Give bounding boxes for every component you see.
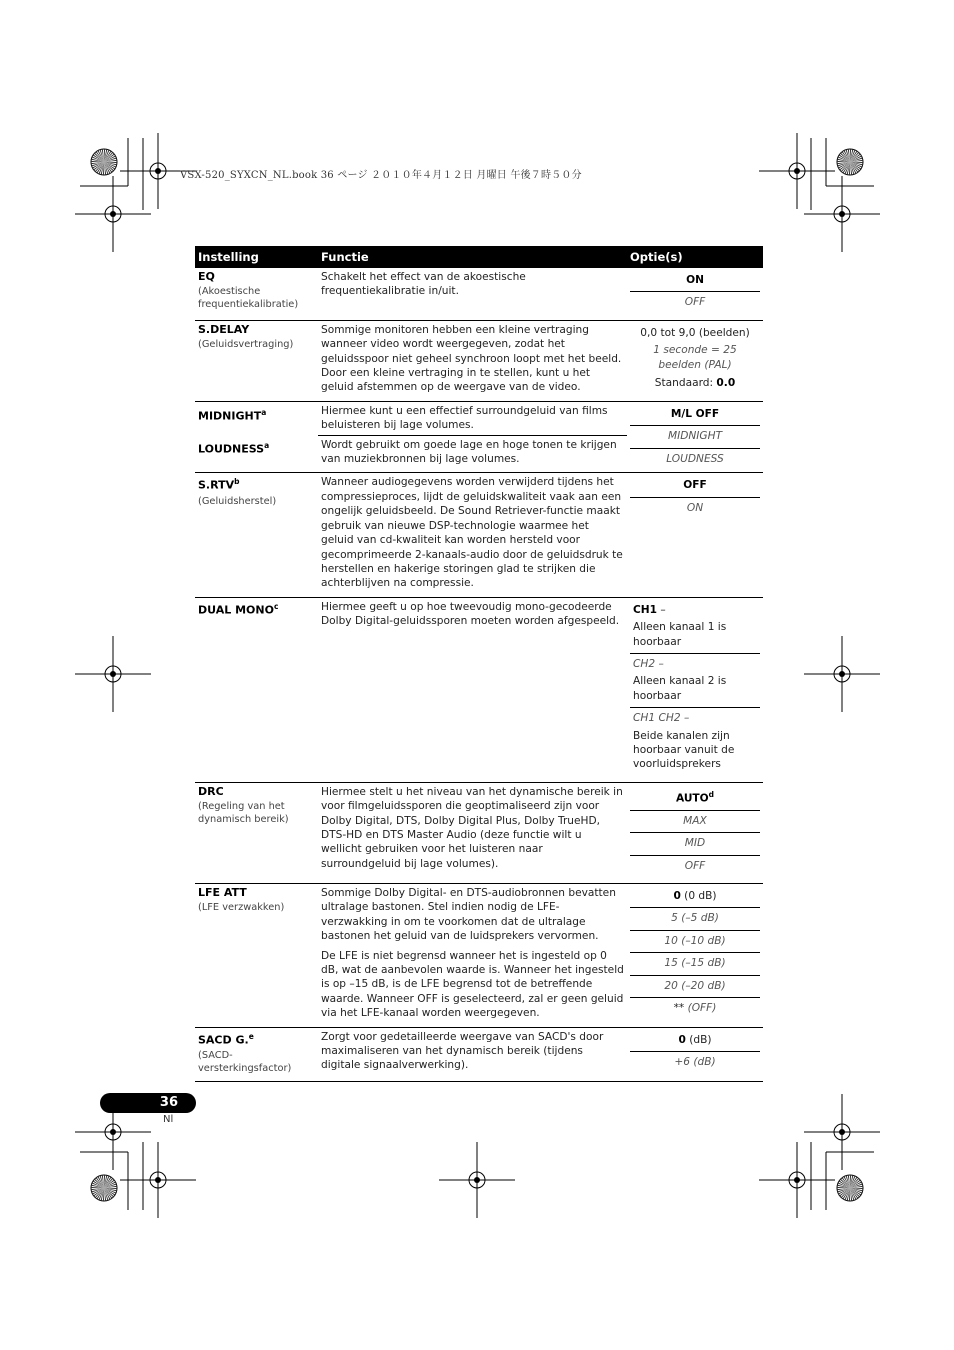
option: MAX xyxy=(630,810,760,832)
header-instelling: Instelling xyxy=(195,246,318,268)
option-range: 0,0 tot 9,0 (beelden) xyxy=(640,326,750,339)
option: CH1 CH2 – Beide kanalen zijn hoorbaar vanuit de voorluidsprekers xyxy=(630,707,760,776)
setting-function: Zorgt voor gedetailleerde weergave van SACD's door maximaliseren van het dynamisch bereik (tijdens digitale signaalverwerking). xyxy=(318,1027,627,1081)
option-default: ON xyxy=(686,274,704,286)
star-target-mark xyxy=(91,1175,117,1201)
header-opties: Optie(s) xyxy=(627,246,763,268)
setting-function: Schakelt het effect van de akoestische frequentiekalibratie in/uit. xyxy=(318,268,627,320)
table-row-dualmono xyxy=(195,597,763,782)
header-functie: Functie xyxy=(318,246,627,268)
option-note: 1 seconde = 25 beelden (PAL) xyxy=(653,344,737,371)
crosshair-mark xyxy=(120,1142,196,1218)
option-default: AUTO$^d$ xyxy=(675,789,715,805)
crosshair-mark xyxy=(804,176,880,252)
print-header: VSX-520_SYXCN_NL.book 36 ページ ２０１０年４月１２日 月曜日 午後７時５０分 xyxy=(180,170,582,181)
setting-subtitle: (SACD-versterkingsfactor) xyxy=(198,1049,292,1074)
option: 15 (–15 dB) xyxy=(630,952,760,974)
setting-function: Wanneer audiogegevens worden verwijderd tijdens het compressieproces, lijdt de geluidskwaliteit vaak aan een ongelijk geluidsbeeld. De Sound Retriever-functie maakt gebruik van nieuwe DSP-technologie waarmee het geluid van cd-kwaliteit kan worden hersteld voor gecomprimeerde 2-kanaals-audio door de geluidsdruk te herstellen en hakerige storingen glad te strijken die achterblijven na compressie. xyxy=(318,473,627,597)
setting-subtitle: (Geluidsvertraging) xyxy=(198,339,294,351)
setting-name: LFE ATT xyxy=(198,885,247,899)
option: +6 (dB) xyxy=(630,1051,760,1073)
option: 10 (–10 dB) xyxy=(630,930,760,952)
star-target-mark xyxy=(837,149,863,175)
table-header-row xyxy=(195,246,763,268)
option: ** (OFF) xyxy=(630,997,760,1019)
table-row-eq xyxy=(195,268,763,320)
setting-subtitle: (LFE verzwakken) xyxy=(198,902,285,914)
option-default: M/L OFF xyxy=(670,407,720,420)
table-row-sdelay xyxy=(195,320,763,401)
setting-subtitle: (Regeling van het dynamisch bereik) xyxy=(198,801,289,826)
option-default: CH1 – Alleen kanaal 1 is hoorbaar xyxy=(633,603,727,648)
option: MIDNIGHT xyxy=(630,425,760,447)
setting-name: LOUDNESS$^a$ xyxy=(198,441,270,456)
star-target-mark xyxy=(91,149,117,175)
setting-function: Hiermee geeft u op hoe tweevoudig mono-gecodeerde Dolby Digital-geluidssporen moeten worden afgespeeld. xyxy=(318,597,627,782)
setting-function: Hiermee stelt u het niveau van het dynamische bereik in voor filmgeluidssporen die geoptimaliseerd zijn voor Dolby Digital, DTS, Dolby Digital Plus, Dolby TrueHD, DTS-HD en DTS Master Audio (deze functie wilt u wellicht gebruiken voor het luisteren naar surroundgeluid bij lage volumes). xyxy=(318,782,627,883)
option: LOUDNESS xyxy=(630,448,760,470)
table-row-srtv xyxy=(195,473,763,597)
crosshair-mark xyxy=(804,1094,880,1170)
crosshair-mark xyxy=(759,1142,835,1218)
setting-function: Wordt gebruikt om goede lage en hoge tonen te krijgen van muziekbronnen bij lage volumes. xyxy=(318,435,627,473)
crosshair-mark xyxy=(75,636,151,712)
option: 20 (–20 dB) xyxy=(630,975,760,997)
page-language: Nl xyxy=(163,1114,174,1125)
page-number-badge xyxy=(100,1093,196,1113)
table-row-drc xyxy=(195,782,763,883)
table-row-midnight xyxy=(195,401,763,435)
option-default: 0 (dB) xyxy=(678,1033,712,1046)
setting-name: EQ xyxy=(198,270,215,283)
star-target-mark xyxy=(837,1175,863,1201)
setting-function: Sommige monitoren hebben een kleine vertraging wanneer video wordt weergegeven, zodat het geluidsspoor niet geheel synchroon loopt met het beeld. Door een kleine vertraging in te stellen, kunt u het geluid afstemmen op de weergave van de video. xyxy=(318,320,627,401)
option: OFF xyxy=(630,291,760,313)
option-default: OFF xyxy=(683,479,707,492)
setting-name: MIDNIGHT$^a$ xyxy=(198,407,267,423)
settings-table xyxy=(195,246,763,1082)
crosshair-mark xyxy=(439,1142,515,1218)
table-row-lfeatt xyxy=(195,883,763,1027)
option: MID xyxy=(630,832,760,854)
setting-name: S.DELAY xyxy=(198,322,250,336)
setting-name: DUAL MONO$^c$ xyxy=(198,601,279,617)
setting-name: SACD G.$^e$ xyxy=(198,1031,254,1047)
setting-subtitle: (Akoestische frequentiekalibratie) xyxy=(198,286,299,311)
setting-subtitle: (Geluidsherstel) xyxy=(198,495,277,507)
crosshair-mark xyxy=(75,176,151,252)
option: 5 (–5 dB) xyxy=(630,907,760,929)
page-number: 36 xyxy=(159,1095,178,1110)
crosshair-mark xyxy=(759,133,835,209)
setting-function: Sommige Dolby Digital- en DTS-audiobronnen bevatten ultralage bastonen. Stel indien nodig de LFE-verzwakking in om te voorkomen dat de ultralage bastonen het geluid van de luidsprekers vervormen. De LFE is niet begrensd wanneer het is ingesteld op 0 dB, wat de aanbevolen waarde is. Wanneer het ingesteld is op –15 dB, is de LFE begrensd tot de betreffende waarde. Wanneer OFF is geselecteerd, zal er geen geluid via het LFE-kanaal worden weergegeven. xyxy=(318,883,627,1027)
setting-function: Hiermee kunt u een effectief surroundgeluid van films beluisteren bij lage volumes. xyxy=(321,404,608,432)
option: CH2 – Alleen kanaal 2 is hoorbaar xyxy=(630,653,760,707)
crosshair-mark xyxy=(804,636,880,712)
option: OFF xyxy=(630,855,760,877)
setting-name: S.RTV$^b$ xyxy=(198,477,240,493)
option: ON xyxy=(630,497,760,519)
option-default: Standaard: 0.0 xyxy=(654,377,736,390)
table-row-sacd xyxy=(195,1027,763,1081)
setting-name: DRC xyxy=(198,784,224,798)
option-default: 0 (0 dB) xyxy=(673,889,717,902)
